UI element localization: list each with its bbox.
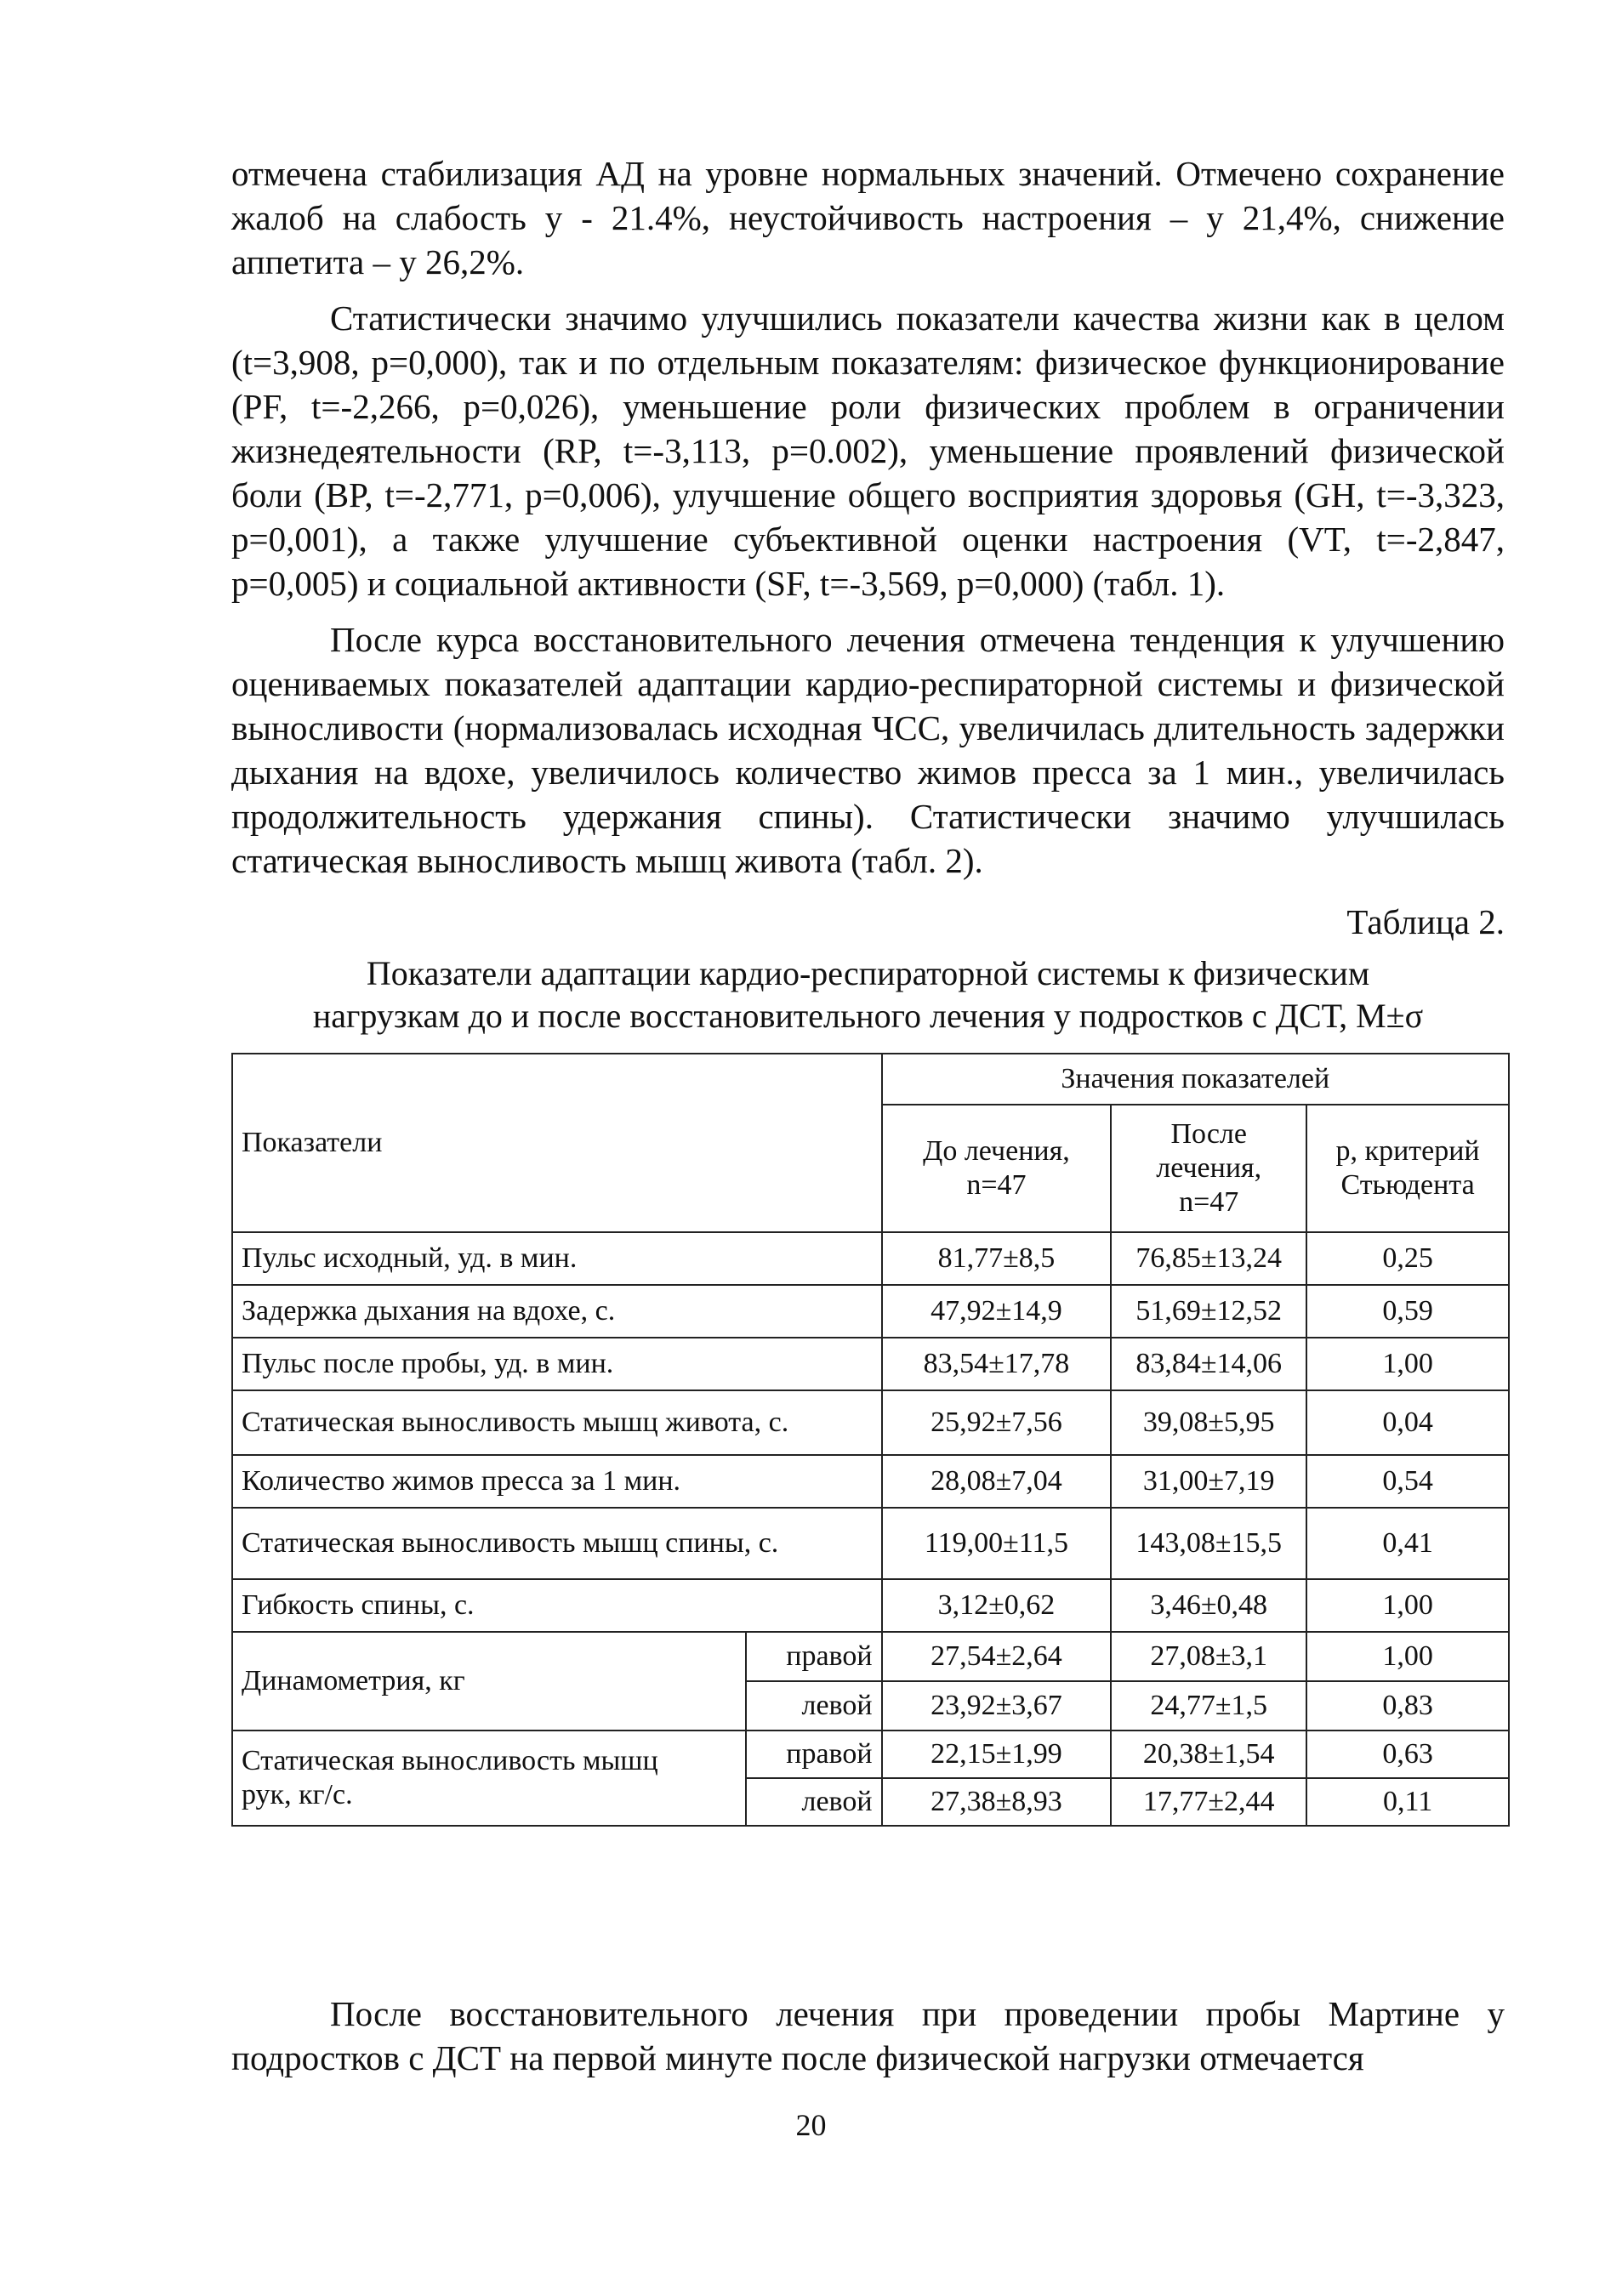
table-row: [232, 1285, 1509, 1338]
table-row: [232, 1508, 1509, 1579]
row-before: 25,92±7,56: [882, 1390, 1112, 1455]
row-before: 3,12±0,62: [882, 1579, 1112, 1632]
row-indicator-arms: Статическая выносливость мышц рук, кг/с.: [232, 1731, 746, 1826]
table-title: [231, 952, 1505, 1037]
row-indicator: Гибкость спины, с.: [232, 1579, 882, 1632]
row-indicator: Пульс после пробы, уд. в мин.: [232, 1338, 882, 1390]
row-after: 20,38±1,54: [1111, 1731, 1306, 1778]
table-row: [232, 1632, 1509, 1681]
table-row: [232, 1731, 1509, 1778]
header-after: После лечения, n=47: [1111, 1105, 1306, 1232]
row-p: 0,11: [1306, 1778, 1509, 1826]
row-before: 83,54±17,78: [882, 1338, 1112, 1390]
row-p: 0,25: [1306, 1232, 1509, 1285]
row-after: 39,08±5,95: [1111, 1390, 1306, 1455]
row-indicator: Задержка дыхания на вдохе, с.: [232, 1285, 882, 1338]
row-p: 1,00: [1306, 1338, 1509, 1390]
row-before: 27,38±8,93: [882, 1778, 1112, 1826]
row-before: 27,54±2,64: [882, 1632, 1112, 1681]
row-p: 1,00: [1306, 1579, 1509, 1632]
row-indicator: Количество жимов пресса за 1 мин.: [232, 1455, 882, 1508]
row-after: 24,77±1,5: [1111, 1681, 1306, 1731]
row-after: 83,84±14,06: [1111, 1338, 1306, 1390]
row-p-significant: 0,04: [1306, 1390, 1509, 1455]
row-p: 0,83: [1306, 1681, 1509, 1731]
table-title-line-1: Показатели адаптации кардио-респираторной системы к физическим: [366, 954, 1370, 992]
header-p: p, критерий Стьюдента: [1306, 1105, 1509, 1232]
row-after: 76,85±13,24: [1111, 1232, 1306, 1285]
table-row: [232, 1338, 1509, 1390]
row-after: 143,08±15,5: [1111, 1508, 1306, 1579]
paragraph-2: Статистически значимо улучшились показатели качества жизни как в целом (t=3,908, p=0,000), так и по отдельным показателям: физическое функционирование (PF, t=-2,266, p=0,026), уменьшение роли физических проблем в ограничении жизнедеятельности (RP, t=-3,113, p=0.002), уменьшение проявлений физической боли (BP, t=-2,771, p=0,006), улучшение общего восприятия здоровья (GH, t=-3,323, p=0,001), а также улучшение субъективной оценки настроения (VT, t=-2,847, p=0,005) и социальной активности (SF, t=-3,569, p=0,000) (табл. 1).: [231, 298, 1505, 603]
table-header-row: [232, 1054, 1509, 1105]
header-before: До лечения, n=47: [882, 1105, 1112, 1232]
table-row: [232, 1579, 1509, 1632]
row-side: правой: [746, 1731, 882, 1778]
row-before: 23,92±3,67: [882, 1681, 1112, 1731]
row-p: 0,63: [1306, 1731, 1509, 1778]
table-row: [232, 1232, 1509, 1285]
header-group: Значения показателей: [882, 1054, 1509, 1105]
table-row: [232, 1390, 1509, 1455]
row-before: 47,92±14,9: [882, 1285, 1112, 1338]
row-before: 119,00±11,5: [882, 1508, 1112, 1579]
table-row: [232, 1455, 1509, 1508]
document-page: [231, 151, 1505, 1827]
row-after: 31,00±7,19: [1111, 1455, 1306, 1508]
row-after: 17,77±2,44: [1111, 1778, 1306, 1826]
data-table: [231, 1053, 1510, 1827]
page-number: 20: [795, 2108, 827, 2142]
row-indicator-dynamometry: Динамометрия, кг: [232, 1632, 746, 1731]
row-p: 0,54: [1306, 1455, 1509, 1508]
row-side: правой: [746, 1632, 882, 1681]
paragraph-3: После курса восстановительного лечения отмечена тенденция к улучшению оцениваемых показателей адаптации кардио-респираторной системы и физической выносливости (нормализовалась исходная ЧСС, увеличилась длительность задержки дыхания на вдохе, увеличилось количество жимов пресса за 1 мин., увеличилась продолжительность удержания спины). Статистически значимо улучшилась статическая выносливость мышц живота (табл. 2).: [231, 620, 1505, 880]
row-before: 22,15±1,99: [882, 1731, 1112, 1778]
row-side: левой: [746, 1681, 882, 1731]
bottom-paragraph-block: [231, 1992, 1505, 2080]
row-indicator: Пульс исходный, уд. в мин.: [232, 1232, 882, 1285]
row-side: левой: [746, 1778, 882, 1826]
row-p: 1,00: [1306, 1632, 1509, 1681]
paragraph-1: отмечена стабилизация АД на уровне нормальных значений. Отмечено сохранение жалоб на слабость у - 21.4%, неустойчивость настроения – у 21,4%, снижение аппетита – у 26,2%.: [231, 154, 1505, 281]
row-indicator: Статическая выносливость мышц живота, с.: [232, 1390, 882, 1455]
row-after: 27,08±3,1: [1111, 1632, 1306, 1681]
row-after: 3,46±0,48: [1111, 1579, 1306, 1632]
row-before: 28,08±7,04: [882, 1455, 1112, 1508]
row-before: 81,77±8,5: [882, 1232, 1112, 1285]
row-p: 0,41: [1306, 1508, 1509, 1579]
table-label: Таблица 2.: [1346, 902, 1505, 941]
row-after: 51,69±12,52: [1111, 1285, 1306, 1338]
table-title-line-2: нагрузкам до и после восстановительного лечения у подростков с ДСТ, М±σ: [312, 997, 1424, 1035]
header-indicator: Показатели: [232, 1054, 882, 1232]
paragraph-4: После восстановительного лечения при проведении пробы Мартине у подростков с ДСТ на первой минуте после физической нагрузки отмечается: [231, 1994, 1505, 2077]
row-indicator: Статическая выносливость мышц спины, с.: [232, 1508, 882, 1579]
row-p: 0,59: [1306, 1285, 1509, 1338]
